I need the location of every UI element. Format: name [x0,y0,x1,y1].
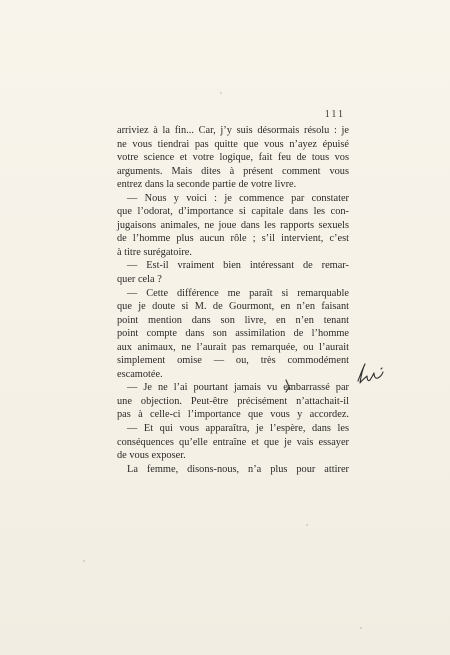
text-line: — Nous y voici : je commence par constater [127,192,349,204]
text-line: quer cela ? [117,274,162,286]
text-line: arriviez à la fin... Car, j’y suis désormais résolu : je [117,125,349,136]
text-line: votre science et votre logique, fait feu de tous vos [117,152,349,164]
text-line: aux animaux, ne l’aurait pas remarquée, ou l’aurait [117,341,349,353]
text-line: — Et qui vous apparaîtra, je l’espère, dans les [127,423,349,435]
text-line: conséquences qu’elle entraîne et que je vais essayer [117,436,349,448]
text-line: escamotée. [117,368,163,380]
text-line: une objection. Peut-être précisément n’attachait-il [117,395,349,407]
text-line: que l’odorat, d’importance si capitale dans les con- [117,206,349,218]
text-line: — Est-il vraiment bien intéressant de remar- [127,260,349,272]
text-line: — Cette différence me paraît si remarquable [127,287,349,299]
paper-speck [360,627,362,629]
paper-speck [220,92,222,94]
text-line: à titre surégatoire. [117,246,192,258]
text-line: entrez dans la seconde partie de votre livre. [117,179,297,191]
text-line: jugaisons animales, ne joue dans les rapports sexuels [117,219,349,231]
text-line: La femme, disons-nous, n’a plus pour attirer [127,463,349,475]
page-number: 111 [324,109,345,120]
handwritten-margin-note [354,362,388,388]
text-line: de l’homme plus aucun rôle ; s’il intervient, c’est [117,233,349,245]
text-line: pas à celle-ci l’importance que vous y accordez. [117,409,349,421]
paper-speck [83,560,85,562]
text-line: simplement omise — ou, très commodément [117,355,349,367]
text-line: point mention dans son livre, en n’en tenant [117,314,349,326]
text-line: que je doute si M. de Gourmont, en n’en faisant [117,301,349,313]
body-text [117,124,349,476]
text-line: point compte dans son assimilation de l’homme [117,328,349,340]
text-line: de vous exposer. [117,450,186,462]
text-line: arguments. Mais dites à présent comment vous [117,165,349,177]
text-line: — Je ne l’ai pourtant jamais vu embarrassé par [127,382,349,394]
text-line: ne vous tiendrai pas quitte que vous n’ayez épuisé [117,138,349,150]
paper-speck [306,524,308,526]
insertion-mark [284,379,292,393]
